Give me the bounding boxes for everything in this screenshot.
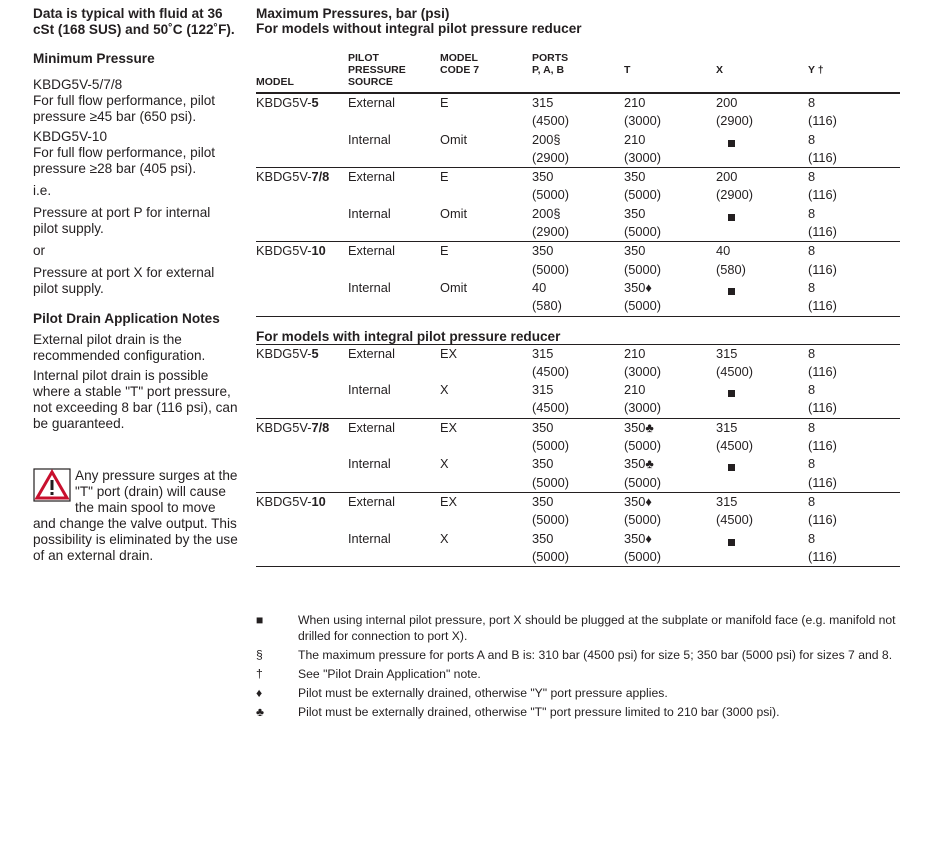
or-text: or bbox=[33, 242, 46, 258]
cell-t: 210 (3000) bbox=[624, 345, 661, 379]
model-name: KBDG5V-10 bbox=[256, 243, 326, 259]
cell-x: 315 (4500) bbox=[716, 345, 753, 379]
cell-t: 210 (3000) bbox=[624, 95, 661, 129]
cell-pilot-source: External bbox=[348, 493, 395, 509]
table-row bbox=[256, 455, 900, 492]
cell-ports-pab: 315 (4500) bbox=[532, 345, 569, 379]
cell-model bbox=[256, 205, 348, 242]
model-name: KBDG5V-7/8 bbox=[256, 419, 330, 435]
min-pressure-model-5-7-8: KBDG5V-5/7/8 bbox=[33, 76, 123, 92]
footnote-text: Pilot must be externally drained, otherwise "T" port pressure limited to 210 bar (3000 psi). bbox=[298, 705, 780, 719]
footnote-item bbox=[256, 685, 900, 701]
cell-ports-pab: 315 (4500) bbox=[532, 95, 569, 129]
cell-pilot-source: Internal bbox=[348, 530, 440, 567]
cell-t: 350 (5000) bbox=[624, 205, 716, 242]
cell-model-code: X bbox=[440, 455, 532, 492]
cell-model bbox=[256, 345, 348, 382]
cell-t: 350♣ (5000) bbox=[624, 419, 661, 454]
footnote-item bbox=[256, 647, 900, 663]
table-row bbox=[256, 381, 900, 418]
cell-pilot-source: Internal bbox=[348, 205, 440, 242]
model-name: KBDG5V-10 bbox=[256, 493, 326, 509]
footnote-symbol: § bbox=[256, 648, 263, 662]
warning-block bbox=[33, 468, 238, 564]
model-name: KBDG5V-5 bbox=[256, 345, 319, 361]
table-row bbox=[256, 345, 900, 382]
cell-x: 315 (4500) bbox=[716, 419, 753, 454]
cell-t: 350♦ (5000) bbox=[624, 493, 661, 528]
cell-y: 8 (116) bbox=[808, 169, 837, 203]
cell-t: 350 (5000) bbox=[624, 243, 661, 277]
cell-model-code: Omit bbox=[440, 279, 532, 316]
model-name: KBDG5V-7/8 bbox=[256, 169, 330, 185]
plugged-square-icon bbox=[728, 390, 735, 397]
cell-ports-pab: 200§ (2900) bbox=[532, 131, 624, 168]
cell-model bbox=[256, 242, 348, 279]
cell-model-code: EX bbox=[440, 419, 458, 435]
cell-y: 8 (116) bbox=[808, 95, 837, 129]
table-row bbox=[256, 93, 900, 131]
cell-model-code: X bbox=[440, 381, 532, 418]
min-pressure-heading: Minimum Pressure bbox=[33, 51, 155, 66]
pressure-table-without-reducer bbox=[256, 52, 900, 317]
footnote-text: Pilot must be externally drained, otherwise "Y" port pressure applies. bbox=[298, 686, 668, 700]
cell-y: 8 (116) bbox=[808, 493, 837, 528]
min-pressure-text-5-7-8: For full flow performance, pilot pressure ≥45 bar (650 psi). bbox=[33, 92, 216, 124]
cell-pilot-source: Internal bbox=[348, 279, 440, 316]
table-row bbox=[256, 530, 900, 567]
cell-y: 8 (116) bbox=[808, 205, 900, 242]
cell-x bbox=[716, 381, 808, 418]
cell-pilot-source: External bbox=[348, 243, 395, 259]
cell-pilot-source: Internal bbox=[348, 381, 440, 418]
cell-ports-pab: 350 (5000) bbox=[532, 169, 569, 203]
footnote-text: The maximum pressure for ports A and B is: 310 bar (4500 psi) for size 5; 350 bar (5000 psi) for sizes 7 and 8. bbox=[298, 648, 893, 662]
pressure-table-with-reducer bbox=[256, 345, 900, 568]
cell-x: 200 (2900) bbox=[716, 169, 753, 203]
cell-y: 8 (116) bbox=[808, 419, 837, 454]
table-row bbox=[256, 279, 900, 316]
plugged-square-icon bbox=[728, 464, 735, 471]
cell-y: 8 (116) bbox=[808, 279, 900, 316]
cell-model-code: EX bbox=[440, 345, 458, 361]
drain-note-2: Internal pilot drain is possible where a stable "T" port pressure, not exceeding 8 bar (116 psi), can be guaranteed. bbox=[33, 368, 238, 431]
cell-t: 210 (3000) bbox=[624, 381, 716, 418]
cell-y: 8 (116) bbox=[808, 131, 900, 168]
footnote-item bbox=[256, 704, 900, 720]
cell-ports-pab: 350 (5000) bbox=[532, 455, 624, 492]
cell-model bbox=[256, 279, 348, 316]
cell-x bbox=[716, 530, 808, 567]
header-ports: PORTS P, A, B bbox=[532, 52, 624, 93]
cell-pilot-source: Internal bbox=[348, 131, 440, 168]
model-name: KBDG5V-5 bbox=[256, 95, 319, 110]
cell-ports-pab: 40 (580) bbox=[532, 279, 624, 316]
drain-note-1: External pilot drain is the recommended configuration. bbox=[33, 332, 206, 363]
cell-x bbox=[716, 279, 808, 316]
cell-model bbox=[256, 168, 348, 205]
min-pressure-model-10: KBDG5V-10 bbox=[33, 128, 108, 144]
cell-model-code: E bbox=[440, 95, 449, 110]
cell-pilot-source: External bbox=[348, 95, 395, 110]
header-model: MODEL bbox=[256, 52, 348, 93]
cell-ports-pab: 315 (4500) bbox=[532, 381, 624, 418]
table-row bbox=[256, 205, 900, 242]
intro-heading: Data is typical with fluid at 36 cSt (168 SUS) and 50˚C (122˚F). bbox=[33, 6, 235, 37]
cell-ports-pab: 350 (5000) bbox=[532, 243, 569, 277]
footnote-symbol: ♦ bbox=[256, 686, 263, 700]
cell-ports-pab: 350 (5000) bbox=[532, 530, 624, 567]
cell-y: 8 (116) bbox=[808, 243, 837, 277]
cell-y: 8 (116) bbox=[808, 345, 837, 379]
cell-t: 350 (5000) bbox=[624, 169, 661, 203]
cell-model bbox=[256, 530, 348, 567]
external-pilot-text: Pressure at port X for external pilot supply. bbox=[33, 264, 215, 296]
cell-x: 200 (2900) bbox=[716, 95, 753, 129]
cell-model-code: Omit bbox=[440, 131, 532, 168]
min-pressure-text-10: For full flow performance, pilot pressure ≥28 bar (405 psi). bbox=[33, 144, 216, 176]
header-pilot-source: PILOT PRESSURE SOURCE bbox=[348, 52, 440, 93]
cell-model-code: X bbox=[440, 530, 532, 567]
plugged-square-icon bbox=[728, 140, 735, 147]
cell-pilot-source: External bbox=[348, 345, 395, 361]
table-row bbox=[256, 418, 900, 455]
cell-ports-pab: 350 (5000) bbox=[532, 419, 569, 454]
cell-model-code: Omit bbox=[440, 205, 532, 242]
table-row bbox=[256, 242, 900, 279]
header-y: Y † bbox=[808, 52, 900, 93]
cell-t: 210 (3000) bbox=[624, 131, 716, 168]
cell-x bbox=[716, 131, 808, 168]
footnote-symbol: † bbox=[256, 667, 263, 681]
cell-t: 350♦ (5000) bbox=[624, 530, 716, 567]
cell-pilot-source: External bbox=[348, 419, 395, 435]
cell-model bbox=[256, 455, 348, 492]
plugged-square-icon bbox=[728, 214, 735, 221]
cell-x bbox=[716, 455, 808, 492]
cell-t: 350♦ (5000) bbox=[624, 279, 716, 316]
internal-pilot-text: Pressure at port P for internal pilot supply. bbox=[33, 204, 211, 236]
plugged-square-icon bbox=[728, 288, 735, 295]
drain-heading: Pilot Drain Application Notes bbox=[33, 310, 220, 326]
cell-model bbox=[256, 418, 348, 455]
footnote-symbol: ♣ bbox=[256, 705, 264, 719]
with-reducer-title: For models with integral pilot pressure reducer bbox=[256, 329, 900, 345]
header-t: T bbox=[624, 52, 716, 93]
cell-ports-pab: 200§ (2900) bbox=[532, 205, 624, 242]
cell-x: 315 (4500) bbox=[716, 493, 753, 528]
cell-model-code: E bbox=[440, 169, 449, 185]
cell-y: 8 (116) bbox=[808, 530, 900, 567]
left-column bbox=[33, 6, 238, 564]
footnote-item bbox=[256, 612, 900, 644]
warning-icon bbox=[33, 468, 71, 502]
footnotes bbox=[256, 612, 900, 723]
warning-text: Any pressure surges at the "T" port (drain) will cause the main spool to move and change the valve output. This possibility is eliminated by the use of an external drain. bbox=[33, 468, 238, 563]
right-column bbox=[256, 6, 900, 567]
cell-pilot-source: External bbox=[348, 169, 395, 185]
without-reducer-title: For models without integral pilot pressure reducer bbox=[256, 21, 582, 36]
header-model-code: MODEL CODE 7 bbox=[440, 52, 532, 93]
cell-y: 8 (116) bbox=[808, 455, 900, 492]
cell-model bbox=[256, 381, 348, 418]
table-row bbox=[256, 168, 900, 205]
cell-model bbox=[256, 492, 348, 529]
plugged-square-icon bbox=[728, 539, 735, 546]
header-x: X bbox=[716, 52, 808, 93]
cell-model-code: EX bbox=[440, 493, 458, 509]
cell-ports-pab: 350 (5000) bbox=[532, 493, 569, 528]
footnote-text: See "Pilot Drain Application" note. bbox=[298, 667, 481, 681]
cell-x bbox=[716, 205, 808, 242]
max-pressure-title: Maximum Pressures, bar (psi) bbox=[256, 6, 450, 21]
table-header-row bbox=[256, 52, 900, 93]
table-row bbox=[256, 131, 900, 168]
table-row bbox=[256, 492, 900, 529]
footnote-symbol: ■ bbox=[256, 613, 264, 627]
footnote-text: When using internal pilot pressure, port X should be plugged at the subplate or manifold face (e.g. manifold not drilled for connection to port X). bbox=[298, 613, 896, 643]
cell-model bbox=[256, 131, 348, 168]
cell-pilot-source: Internal bbox=[348, 455, 440, 492]
footnote-item bbox=[256, 666, 900, 682]
cell-model bbox=[256, 93, 348, 131]
cell-x: 40 (580) bbox=[716, 243, 746, 277]
cell-t: 350♣ (5000) bbox=[624, 455, 716, 492]
cell-model-code: E bbox=[440, 243, 449, 259]
ie-text: i.e. bbox=[33, 182, 52, 198]
cell-y: 8 (116) bbox=[808, 381, 900, 418]
